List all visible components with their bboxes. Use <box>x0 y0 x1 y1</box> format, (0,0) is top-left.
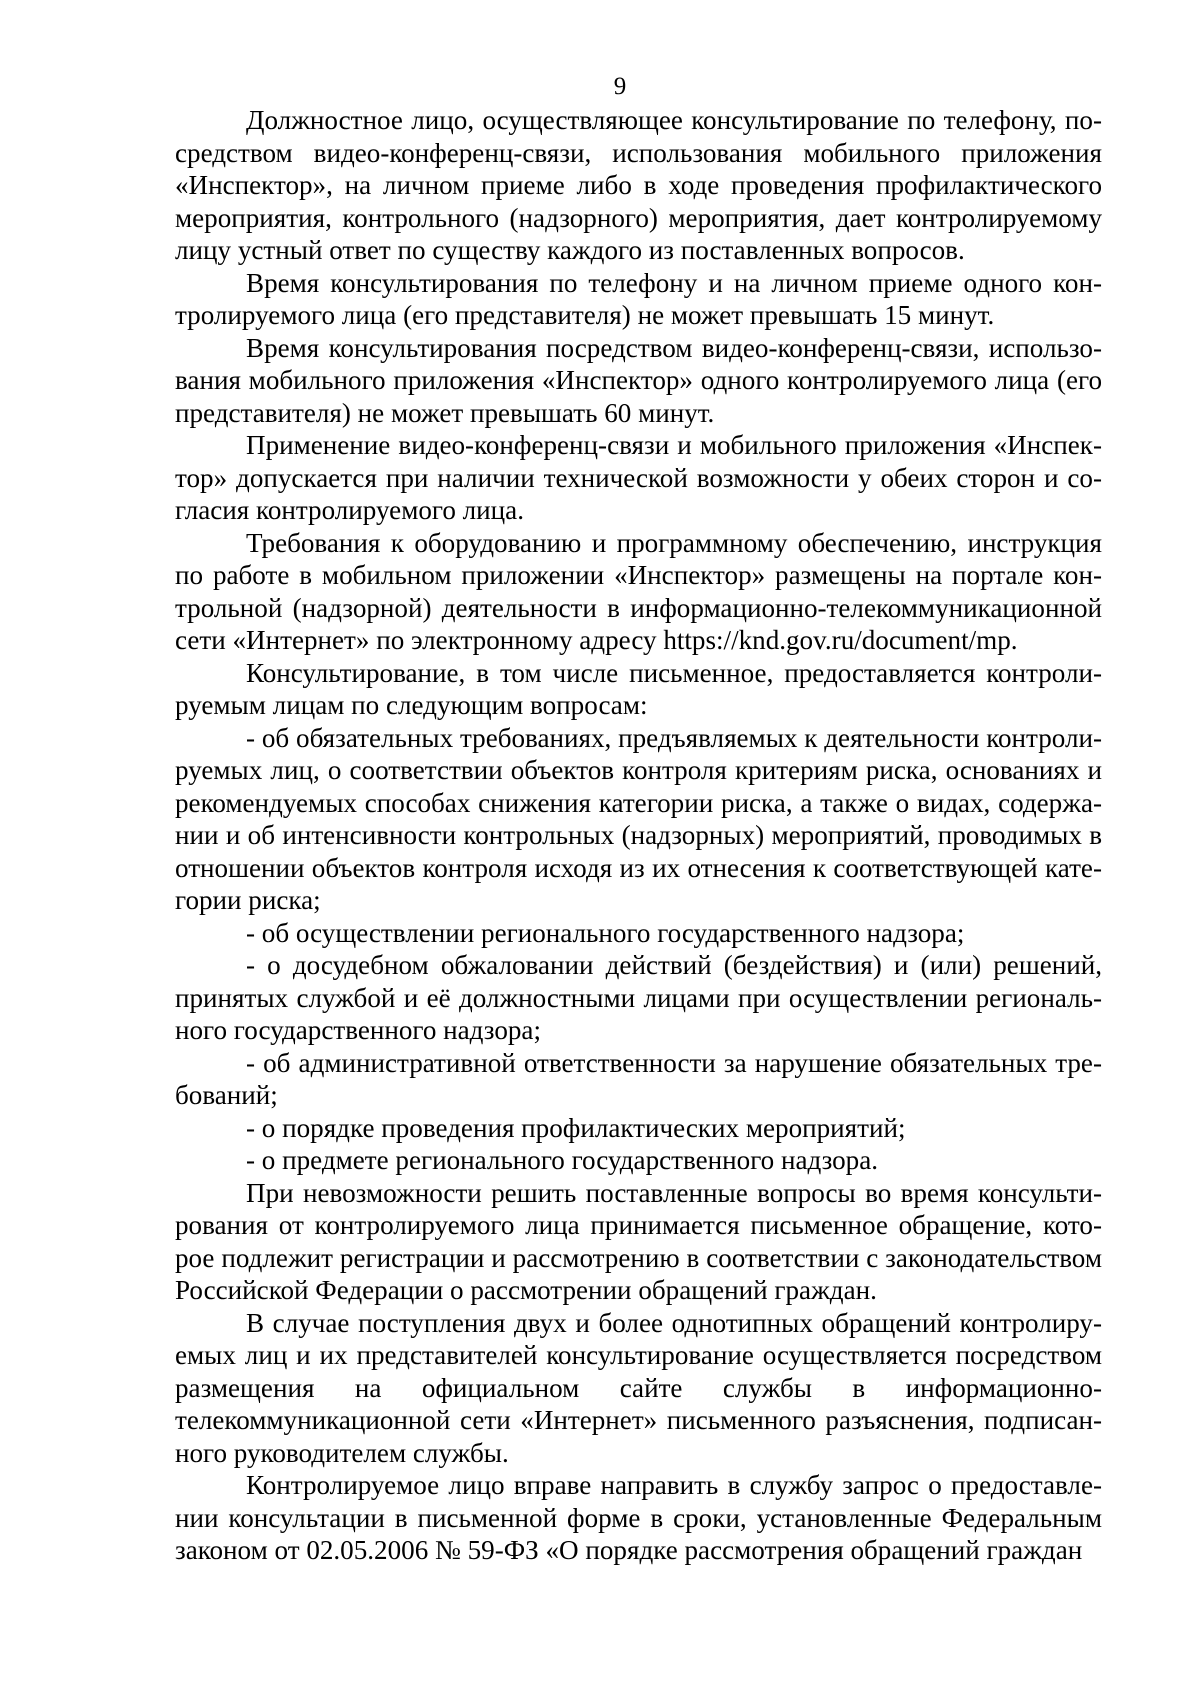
paragraph-consultant-answer: Должностное лицо, осуществляющее консультирование по телефону, посредством видео-конференц-связи, использования мобильного приложения «Инспектор», на личном приеме либо в ходе проведения профилактического мероприятия, контрольного (надзорного) мероприятия, дает контролируемому лицу устный ответ по существу каждого из поставленных вопросов. <box>175 105 1102 265</box>
paragraph-video-time-limit: Время консультирования посредством видео-конференц-связи, использования мобильного приложения «Инспектор» одного контролируемого лица (его представителя) не может превышать 60 минут. <box>175 332 1102 428</box>
list-item-regional-supervision: - об осуществлении регионального государственного надзора; <box>246 917 965 948</box>
list-item-supervision-subject: - о предмете регионального государственного надзора. <box>246 1145 879 1175</box>
paragraph-consultation-topics: Консультирование, в том числе письменное, предоставляется контролируемым лицам по следующим вопросам: <box>175 657 1102 720</box>
list-item-preventive-measures: - о порядке проведения профилактических мероприятий; <box>246 1112 906 1143</box>
list-item-mandatory-requirements: - об обязательных требованиях, предъявляемых к деятельности контролируемых лиц, о соответствии объектов контроля критериям риска, основаниях и рекомендуемых способах снижения категории риска, а также о видах, содержании и об интенсивности контрольных (надзорных) мероприятий, проводимых в отношении объектов контроля исходя из их отнесения к соответствующей категории риска; <box>175 722 1102 915</box>
paragraph-video-conditions: Применение видео-конференц-связи и мобильного приложения «Инспектор» допускается при наличии технической возможности у обеих сторон и согласия контролируемого лица. <box>175 430 1102 525</box>
document-body <box>175 104 1102 1567</box>
paragraph-written-appeal: При невозможности решить поставленные вопросы во время консультирования от контролируемого лица принимается письменное обращение, которое подлежит регистрации и рассмотрению в соответствии с законодательством Российской Федерации о рассмотрении обращений граждан. <box>175 1177 1102 1305</box>
paragraph-requirements-link: Требования к оборудованию и программному обеспечению, инструкция по работе в мобильном приложении «Инспектор» размещены на портале контрольной (надзорной) деятельности в информационно-телекоммуникационной сети «Интернет» по электронному адресу https://knd.gov.ru/document/mp. <box>175 527 1102 655</box>
paragraph-similar-appeals: В случае поступления двух и более однотипных обращений контролируемых лиц и их представителей консультирование осуществляется посредством размещения на официальном сайте службы в информационно-телекоммуникационной сети «Интернет» письменного разъяснения, подписанного руководителем службы. <box>175 1307 1102 1468</box>
list-item-pretrial-appeal: - о досудебном обжаловании действий (бездействия) и (или) решений, принятых службой и её должностными лицами при осуществлении регионального государственного надзора; <box>175 950 1102 1045</box>
page-number: 9 <box>613 73 627 100</box>
paragraph-phone-time-limit: Время консультирования по телефону и на личном приеме одного контролируемого лица (его представителя) не может превышать 15 минут. <box>175 267 1102 330</box>
list-item-administrative-liability: - об административной ответственности за нарушение обязательных требований; <box>175 1047 1102 1110</box>
paragraph-written-request: Контролируемое лицо вправе направить в службу запрос о предоставлении консультации в письменной форме в сроки, установленные Федеральным законом от 02.05.2006 № 59-ФЗ «О порядке рассмотрения обращений граждан <box>175 1470 1102 1565</box>
